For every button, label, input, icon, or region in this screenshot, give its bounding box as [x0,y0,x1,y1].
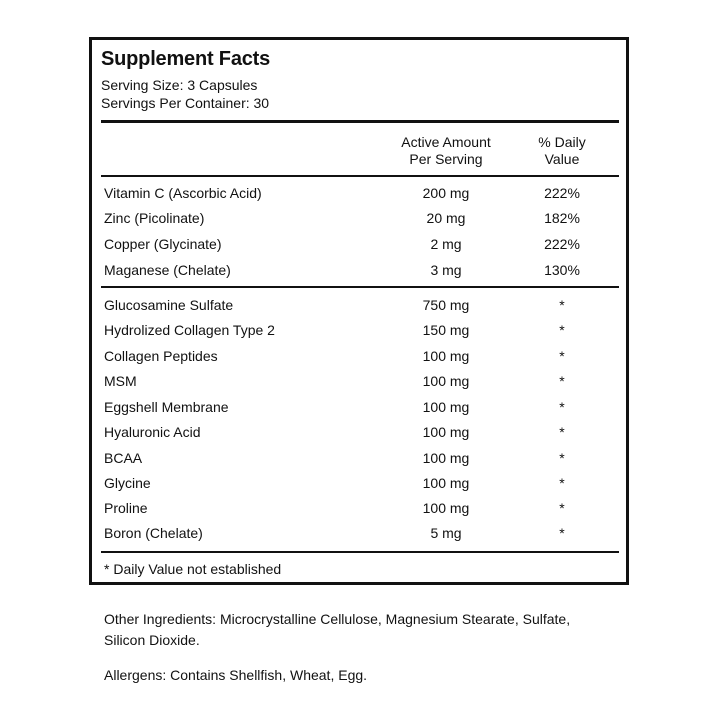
ingredient-amount: 20 mg [426,210,466,226]
ingredient-amount: 750 mg [422,297,470,313]
table-row [101,522,619,544]
serving-size: Serving Size: 3 Capsules [101,77,258,93]
ingredient-name: Collagen Peptides [104,348,218,364]
table-row [101,421,619,443]
ingredient-name: Eggshell Membrane [104,399,229,415]
ingredient-daily-value: * [559,450,565,466]
ingredient-amount: 150 mg [422,322,470,338]
servings-per-container: Servings Per Container: 30 [101,95,270,111]
ingredient-daily-value: * [559,297,565,313]
column-header-amount-line2: Per Serving [409,151,483,167]
daily-value-footnote: * Daily Value not established [104,561,282,577]
ingredient-name: Zinc (Picolinate) [104,210,205,226]
ingredient-name: Proline [104,500,148,516]
ingredient-name: BCAA [104,450,143,466]
ingredient-amount: 100 mg [422,424,470,440]
panel-title: Supplement Facts [101,48,271,70]
ingredient-daily-value: * [559,373,565,389]
ingredient-daily-value: * [559,348,565,364]
table-row [101,294,619,316]
column-header-dv-line1: % Daily [538,134,586,150]
ingredient-daily-value: 222% [544,236,580,252]
ingredient-daily-value: 182% [544,210,580,226]
rule-between-sections [101,286,619,288]
ingredient-daily-value: * [559,475,565,491]
column-header-daily-value [503,134,621,168]
ingredient-amount: 3 mg [430,262,462,278]
ingredient-name: Glucosamine Sulfate [104,297,234,313]
table-row [101,319,619,341]
ingredient-daily-value: 222% [544,185,580,201]
rule-above-footnote [101,551,619,553]
ingredient-amount: 100 mg [422,475,470,491]
ingredient-name: Hyaluronic Acid [104,424,201,440]
table-row [101,472,619,494]
other-ingredients [104,609,624,651]
ingredient-amount: 100 mg [422,500,470,516]
ingredient-daily-value: * [559,424,565,440]
ingredient-name: MSM [104,373,137,389]
thick-rule-top [101,120,619,123]
ingredient-name: Vitamin C (Ascorbic Acid) [104,185,262,201]
other-ingredients-line1: Other Ingredients: Microcrystalline Cellulose, Magnesium Stearate, Sulfate, [104,611,571,627]
table-row [101,396,619,418]
column-header-amount-line1: Active Amount [401,134,491,150]
ingredient-daily-value: * [559,525,565,541]
ingredient-name: Hydrolized Collagen Type 2 [104,322,275,338]
table-row [101,233,619,255]
table-row [101,259,619,281]
ingredient-amount: 100 mg [422,348,470,364]
table-row [101,497,619,519]
table-row [101,447,619,469]
table-row [101,370,619,392]
ingredient-amount: 100 mg [422,450,470,466]
ingredient-amount: 5 mg [430,525,462,541]
table-row [101,207,619,229]
ingredient-daily-value: 130% [544,262,580,278]
ingredient-daily-value: * [559,322,565,338]
table-row [101,345,619,367]
ingredient-name: Maganese (Chelate) [104,262,231,278]
ingredient-amount: 2 mg [430,236,462,252]
ingredient-amount: 100 mg [422,373,470,389]
ingredient-name: Boron (Chelate) [104,525,203,541]
column-header-amount [381,134,511,168]
other-ingredients-line2: Silicon Dioxide. [104,632,200,648]
column-header-dv-line2: Value [544,151,580,167]
ingredient-daily-value: * [559,399,565,415]
ingredient-name: Glycine [104,475,151,491]
ingredient-amount: 200 mg [422,185,470,201]
ingredient-name: Copper (Glycinate) [104,236,222,252]
allergens-statement: Allergens: Contains Shellfish, Wheat, Egg. [104,667,368,683]
ingredient-amount: 100 mg [422,399,470,415]
ingredient-daily-value: * [559,500,565,516]
rule-under-header [101,175,619,177]
table-row [101,182,619,204]
